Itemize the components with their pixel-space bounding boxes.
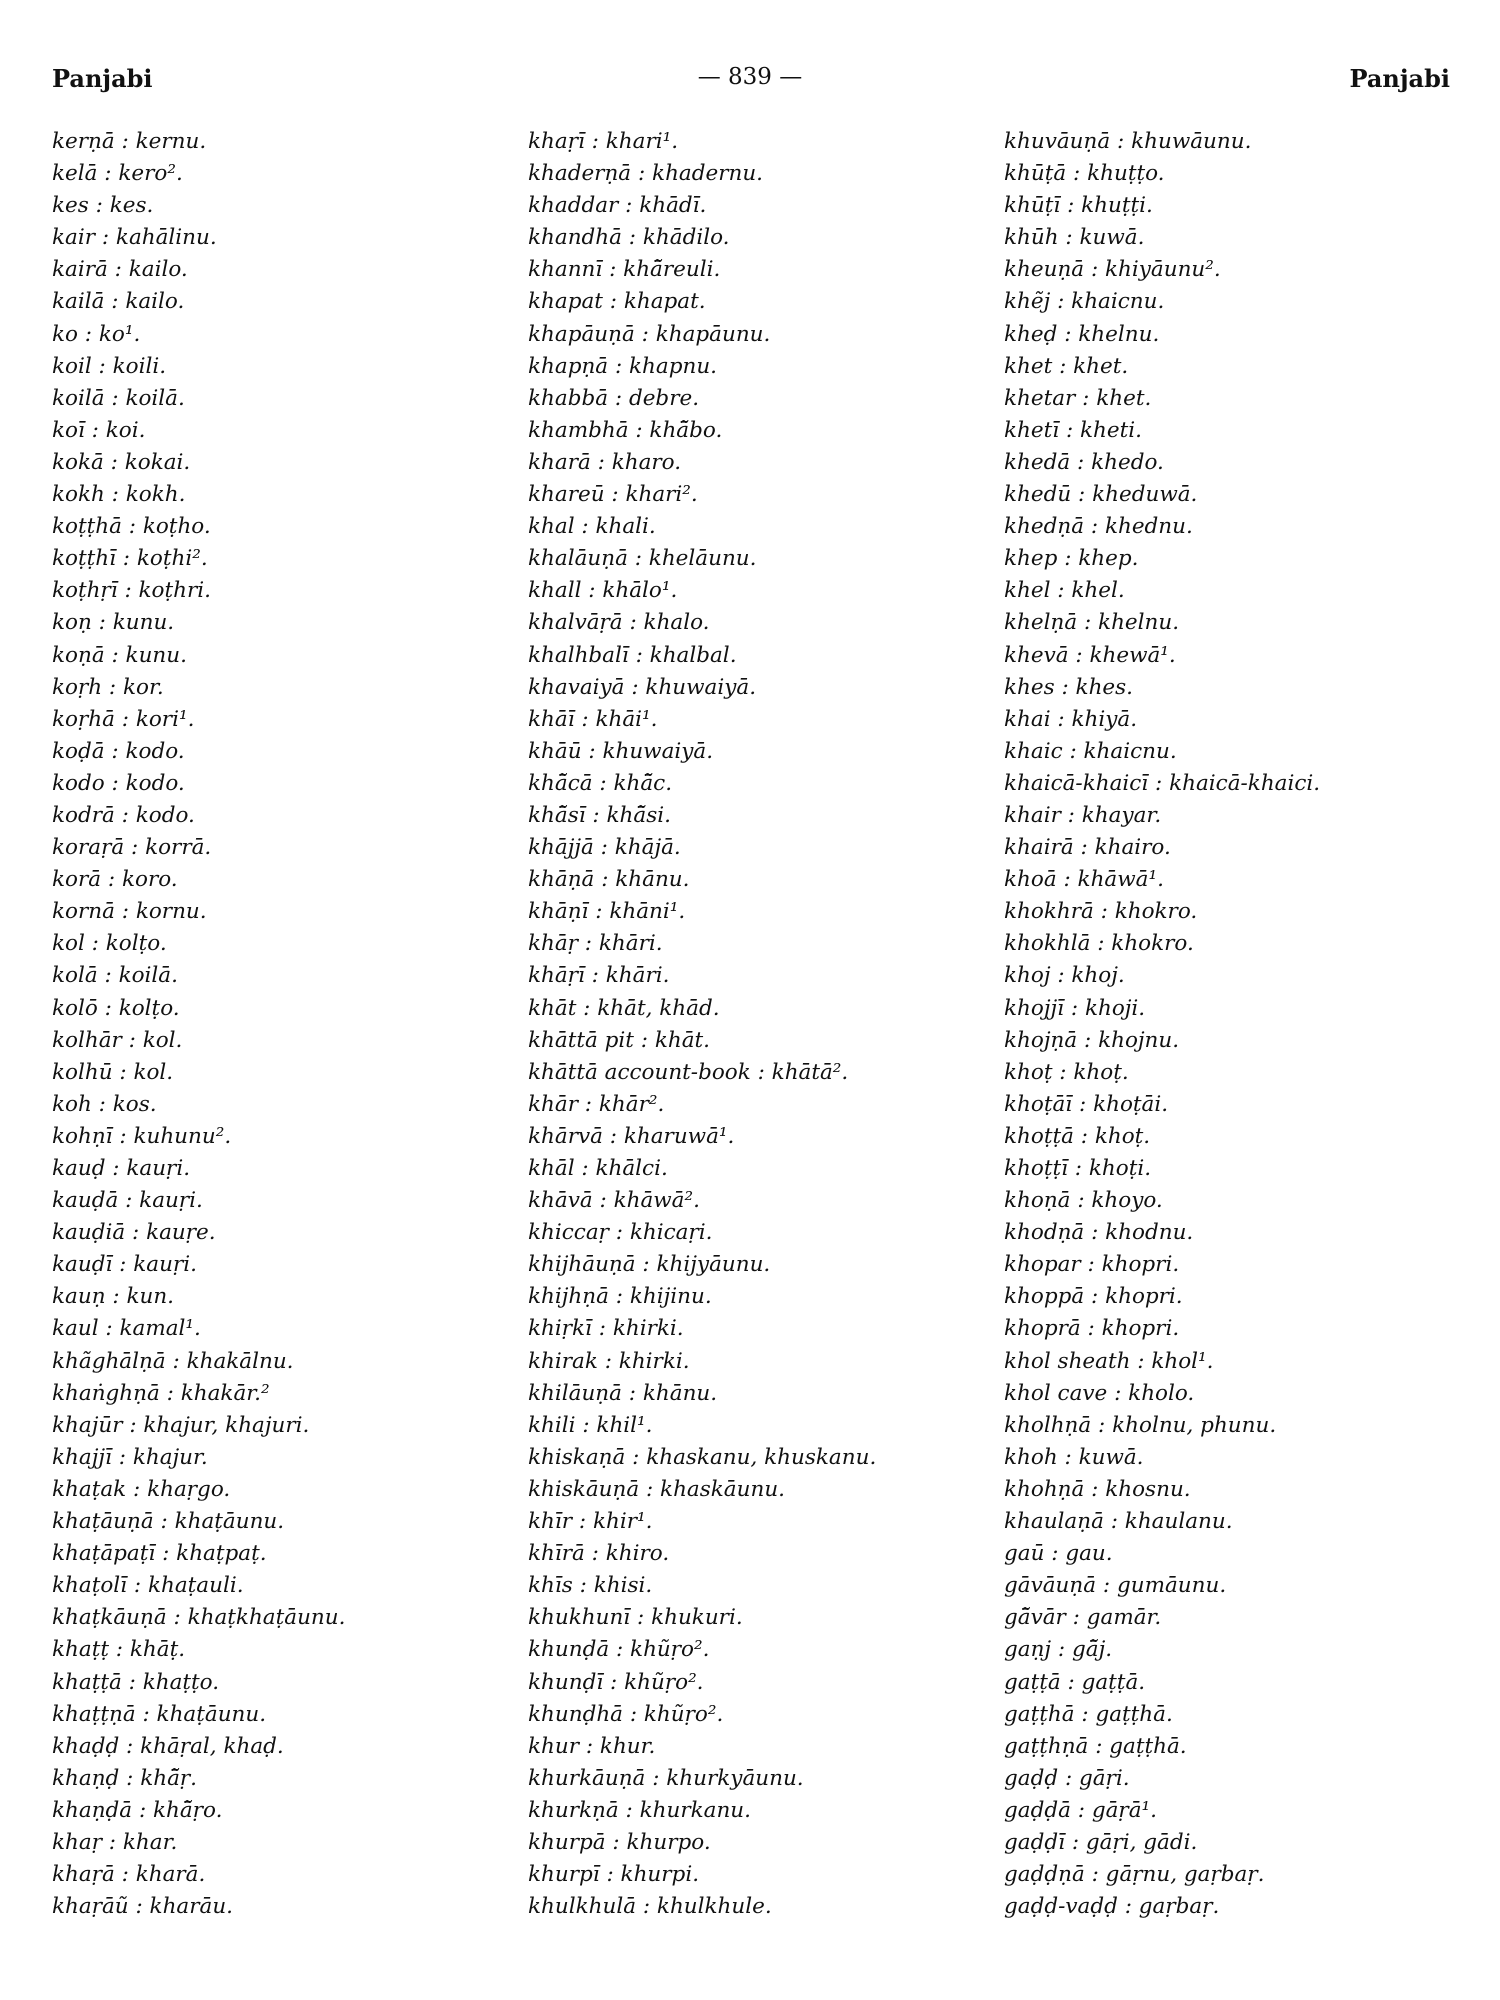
dictionary-entry: khavaiyā : khuwaiyā. [528,674,757,700]
dictionary-entry: khā̃cā : khā̃c. [528,770,673,796]
dictionary-entry: khelṇā : khelnu. [1004,610,1180,636]
dictionary-entry: khet : khet. [1004,353,1129,379]
dictionary-entry: kohṇī : kuhunu². [52,1123,232,1149]
dictionary-entry: khetar : khet. [1004,385,1152,411]
dictionary-entry: kolhū : kol. [52,1059,174,1085]
dictionary-entry: kauḍ : kauṛi. [52,1156,191,1181]
dictionary-entry: khurpī : khurpi. [528,1862,700,1888]
dictionary-entry: khannī : khā̃reuli. [528,257,721,283]
dictionary-entry: koḍā : kodo. [52,738,185,764]
dictionary-entry: khandhā : khādilo. [528,225,730,251]
dictionary-entry: khoṭ : khoṭ. [1004,1059,1129,1085]
dictionary-entry: kelā : kero². [52,161,183,187]
dictionary-entry: kaul : kamal¹. [52,1316,201,1342]
dictionary-entry: khoṭāī : khoṭāi. [1004,1091,1169,1117]
running-head-left: Panjabi [52,64,153,93]
dictionary-entry: khaṅghṇā : khakār.² [52,1380,270,1406]
dictionary-entry: khaṛāũ : kharāu. [52,1894,234,1920]
dictionary-entry: kheuṇā : khiyāunu². [1004,257,1221,283]
dictionary-entry: khaic : khaicnu. [1004,738,1177,764]
dictionary-entry: kodo : kodo. [52,770,185,796]
entry-column-3 [1004,126,1474,1923]
dictionary-entry: kolō : kolṭo. [52,995,180,1021]
dictionary-entry: khopar : khopri. [1004,1252,1180,1278]
dictionary-entry: khoj : khoj. [1004,963,1125,989]
dictionary-entry: korā : koro. [52,867,178,893]
dictionary-entry: khiṛkī : khirki. [528,1316,684,1342]
dictionary-entry: khairā : khairo. [1004,835,1171,861]
dictionary-entry: koil : koili. [52,353,167,379]
dictionary-entry: khukhunī : khukuri. [528,1605,743,1631]
dictionary-entry: khai : khiyā. [1004,706,1138,732]
dictionary-entry: khurpā : khurpo. [528,1829,711,1855]
dictionary-entry: khuvāuṇā : khuwāunu. [1004,129,1252,154]
dictionary-entry: gaṇj : gā̃j. [1004,1637,1113,1663]
dictionary-entry: khedū : kheduwā. [1004,482,1198,508]
dictionary-entry: ko : ko¹. [52,321,141,347]
dictionary-entry: khurkṇā : khurkanu. [528,1797,751,1823]
dictionary-entry: khūṭī : khuṭṭi. [1004,193,1153,219]
dictionary-entry: khaddar : khādī. [528,193,707,219]
dictionary-entry: khār : khār². [528,1091,665,1117]
dictionary-entry: khaṛā : kharā. [52,1862,206,1888]
dictionary-entry: khaḍḍ : khāṛal, khaḍ. [52,1733,284,1759]
dictionary-entry: khājjā : khājā. [528,835,681,861]
dictionary-entry: kolhār : kol. [52,1027,183,1053]
dictionary-entry: khāī : khāi¹. [528,706,658,732]
entry-column-2 [528,126,998,1923]
dictionary-entry: khãghālṇā : khakālnu. [52,1348,294,1374]
dictionary-entry: khaṇḍā : khā̃ṛo. [52,1797,223,1823]
dictionary-entry: khambhā : khā̃bo. [528,417,723,443]
dictionary-entry: khevā : khewā¹. [1004,642,1176,668]
dictionary-entry: khijhṇā : khijinu. [528,1284,712,1310]
dictionary-entry: khes : khes. [1004,674,1134,700]
dictionary-entry: khaulaṇā : khaulanu. [1004,1509,1233,1535]
dictionary-entry: khunḍī : khũṛo². [528,1669,704,1695]
dictionary-entry: kairā : kailo. [52,257,188,283]
dictionary-entry: khāṇā : khānu. [528,867,690,893]
dictionary-entry: khetī : kheti. [1004,417,1142,443]
dictionary-entry: kailā : kailo. [52,289,185,315]
running-head-right: Panjabi [1349,64,1450,93]
dictionary-entry: gaū : gau. [1004,1541,1113,1567]
dictionary-entry: kheḍ : khelnu. [1004,321,1160,347]
dictionary-entry: khoh : kuwā. [1004,1444,1144,1470]
dictionary-entry: khiccaṛ : khicaṛi. [528,1220,713,1246]
dictionary-entry: khoprā : khopri. [1004,1316,1180,1342]
dictionary-entry: khoppā : khopri. [1004,1284,1183,1310]
dictionary-entry: koṛhā : kori¹. [52,706,195,732]
entry-column-1 [52,126,522,1923]
dictionary-entry: khoṭṭī : khoṭi. [1004,1156,1152,1181]
dictionary-entry: kauḍī : kauṛi. [52,1252,197,1278]
dictionary-entry: kair : kahālinu. [52,225,217,251]
dictionary-entry: khāt : khāt, khād. [528,995,720,1021]
dictionary-entry: khalhbalī : khalbal. [528,642,737,668]
dictionary-entry: khaṛī : khari¹. [528,129,679,154]
dictionary-entry: khoṇā : khoyo. [1004,1188,1163,1214]
dictionary-entry: khapṇā : khapnu. [528,353,718,379]
dictionary-entry: koī : koi. [52,417,146,443]
dictionary-entry: khol sheath : khol¹. [1004,1348,1214,1374]
dictionary-entry: gaṭṭhṇā : gaṭṭhā. [1004,1733,1187,1759]
dictionary-entry: khaṭāpaṭī : khaṭpaṭ. [52,1541,267,1567]
dictionary-entry: gaḍḍī : gāṛi, gādi. [1004,1829,1198,1855]
dictionary-entry: khokhlā : khokro. [1004,931,1194,957]
dictionary-entry: gāvāuṇā : gumāunu. [1004,1573,1227,1599]
dictionary-entry: khalvāṛā : khalo. [528,610,710,636]
dictionary-entry: khāū : khuwaiyā. [528,738,714,764]
dictionary-entry: khāṇī : khāni¹. [528,899,686,925]
dictionary-entry: koilā : koilā. [52,385,185,411]
dictionary-entry: kes : kes. [52,193,154,219]
dictionary-entry: khiskaṇā : khaskanu, khuskanu. [528,1444,877,1470]
dictionary-entry: khapat : khapat. [528,289,706,315]
dictionary-entry: kodrā : kodo. [52,802,195,828]
dictionary-entry: khabbā : debre. [528,385,700,411]
dictionary-entry: khaṭṭṇā : khaṭāunu. [52,1701,267,1727]
dictionary-entry: khunḍhā : khũṛo². [528,1701,724,1727]
dictionary-entry: khulkhulā : khulkhule. [528,1894,772,1920]
dictionary-entry: khoṭṭā : khoṭ. [1004,1123,1151,1149]
dictionary-entry: khojjī : khoji. [1004,995,1146,1021]
dictionary-entry: khodṇā : khodnu. [1004,1220,1194,1246]
dictionary-entry: khaṛ : khar. [52,1829,178,1855]
dictionary-entry: khīr : khir¹. [528,1509,653,1535]
dictionary-entry: khoā : khāwā¹. [1004,867,1164,893]
dictionary-entry: gaḍḍ-vaḍḍ : gaṛbaṛ. [1004,1894,1220,1920]
page-number: — 839 — [697,64,803,90]
dictionary-entry: khāvā : khāwā². [528,1188,700,1214]
dictionary-entry: kornā : kornu. [52,899,207,925]
dictionary-entry: khunḍā : khũṛo². [528,1637,710,1663]
dictionary-entry: koh : kos. [52,1091,157,1117]
dictionary-entry: kauṇ : kun. [52,1284,175,1310]
dictionary-entry: gaṭṭhā : gaṭṭhā. [1004,1701,1173,1727]
dictionary-entry: koṇā : kunu. [52,642,187,668]
dictionary-entry: khalāuṇā : khelāunu. [528,546,757,572]
dictionary-entry: khaderṇā : khadernu. [528,161,764,187]
dictionary-entry: koṭhṛī : koṭhri. [52,578,211,604]
dictionary-entry: khel : khel. [1004,578,1125,604]
dictionary-entry: kauḍā : kauṛi. [52,1188,203,1214]
dictionary-entry: khāttā account-book : khātā². [528,1059,849,1085]
dictionary-entry: khal : khali. [528,514,656,540]
dictionary-entry: khapāuṇā : khapāunu. [528,321,771,347]
dictionary-entry: khedṇā : khednu. [1004,514,1193,540]
dictionary-entry: khīs : khisi. [528,1573,653,1599]
dictionary-entry: khol cave : kholo. [1004,1380,1195,1406]
dictionary-entry: kokh : kokh. [52,482,186,508]
dictionary-entry: koṭṭhī : koṭhi². [52,546,208,572]
dictionary-entry: khili : khil¹. [528,1412,653,1438]
dictionary-entry: khaṭak : khaṛgo. [52,1476,231,1502]
dictionary-entry: khūṭā : khuṭṭo. [1004,161,1165,187]
dictionary-entry: koṛh : kor. [52,674,164,700]
dictionary-entry: khāṛ : khāri. [528,931,663,957]
dictionary-entry: khohṇā : khosnu. [1004,1476,1191,1502]
dictionary-entry: khūh : kuwā. [1004,225,1145,251]
dictionary-entry: khilāuṇā : khānu. [528,1380,718,1406]
dictionary-entry: khẽj : khaicnu. [1004,289,1165,315]
dictionary-entry: gaḍḍā : gāṛā¹. [1004,1797,1157,1823]
dictionary-entry: khurkāuṇā : khurkyāunu. [528,1765,804,1791]
dictionary-entry: gaḍḍṇā : gāṛnu, gaṛbaṛ. [1004,1862,1265,1888]
dictionary-entry: khāl : khālci. [528,1156,668,1181]
dictionary-entry: kauḍiā : kauṛe. [52,1220,216,1246]
dictionary-entry: kholhṇā : kholnu, phunu. [1004,1412,1277,1438]
dictionary-entry: khirak : khirki. [528,1348,690,1374]
dictionary-entry: koṇ : kunu. [52,610,175,636]
dictionary-entry: khojṇā : khojnu. [1004,1027,1180,1053]
dictionary-entry: khaṇḍ : khā̃ṛ. [52,1765,198,1791]
dictionary-entry: khall : khālo¹. [528,578,678,604]
dictionary-entry: khokhrā : khokro. [1004,899,1198,925]
dictionary-entry: khā̃sī : khā̃si. [528,802,671,828]
dictionary-entry: khajūr : khajur, khajuri. [52,1412,310,1438]
dictionary-entry: khiskāuṇā : khaskāunu. [528,1476,786,1502]
dictionary-entry: koraṛā : korrā. [52,835,212,861]
dictionary-entry: khur : khur. [528,1733,656,1759]
dictionary-entry: kolā : koilā. [52,963,178,989]
dictionary-entry: khāttā pit : khāt. [528,1027,710,1053]
dictionary-entry: gaḍḍ : gāṛi. [1004,1765,1130,1791]
dictionary-entry: koṭṭhā : koṭho. [52,514,211,540]
dictionary-entry: khair : khayar. [1004,802,1162,828]
dictionary-entry: kharā : kharo. [528,449,682,475]
dictionary-entry: kokā : kokai. [52,449,191,475]
dictionary-entry: khaicā-khaicī : khaicā-khaici. [1004,770,1321,796]
dictionary-entry: khaṭṭā : khaṭṭo. [52,1669,220,1695]
dictionary-entry: gā̃vār : gamār. [1004,1605,1162,1631]
dictionary-entry: kerṇā : kernu. [52,129,207,154]
dictionary-entry: khīrā : khiro. [528,1541,670,1567]
dictionary-entry: khaṭṭ : khāṭ. [52,1637,186,1663]
dictionary-entry: gaṭṭā : gaṭṭā. [1004,1669,1146,1695]
dictionary-entry: khareū : khari². [528,482,698,508]
dictionary-entry: khedā : khedo. [1004,449,1164,475]
dictionary-entry: kol : kolṭo. [52,931,167,957]
dictionary-entry: khijhāuṇā : khijyāunu. [528,1252,771,1278]
dictionary-entry: khajjī : khajur. [52,1444,208,1470]
dictionary-entry: khāṛī : khāri. [528,963,670,989]
dictionary-entry: khārvā : kharuwā¹. [528,1123,735,1149]
dictionary-entry: khep : khep. [1004,546,1139,572]
dictionary-entry: khaṭolī : khaṭauli. [52,1573,244,1599]
dictionary-entry: khaṭāuṇā : khaṭāunu. [52,1509,285,1535]
dictionary-entry: khaṭkāuṇā : khaṭkhaṭāunu. [52,1605,346,1631]
